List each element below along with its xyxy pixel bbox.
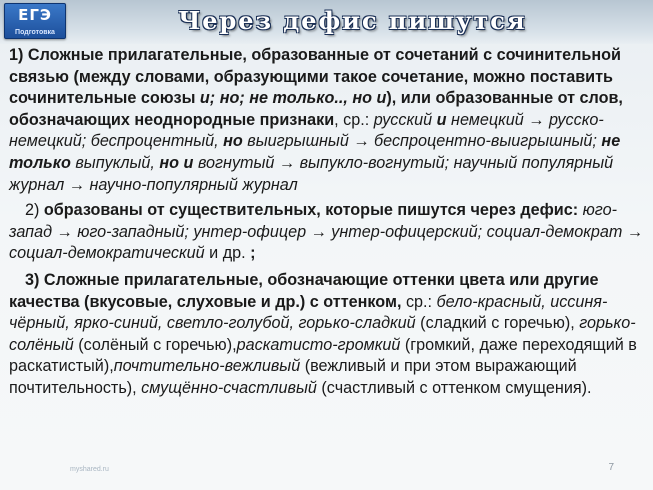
page-number: 7 <box>608 462 614 473</box>
footer-source: myshared.ru <box>70 466 109 473</box>
slide-title: Через дефис пишутся <box>178 6 527 35</box>
rule-2-heading: образованы от существительных, которые пишутся через дефис: <box>43 201 579 220</box>
slide-body <box>9 45 645 400</box>
rule-1-heading: 1) Сложные прилагательные, образованные от сочетаний с сочинительной связью (между словами, образующими такое сочетание, можно поставить сочинительные союзы <box>9 46 621 108</box>
rule-paragraph-1: 1) Сложные прилагательные, образованные от сочетаний с сочинительной связью (между словами, образующими такое сочетание, можно поставить сочинительные союзы и; но; не только.., но и), или образованные от слов, обозначающих неоднородные признаки, ср.: русский и немецкий → русско-немецкий; беспроцентный, но выигрышный → беспроцентно-выигрышный; не только выпуклый, но и вогнутый → выпукло-вогнутый; научный популярный журнал → научно-популярный журнал <box>9 46 623 194</box>
rule-3-heading: 3) Сложные прилагательные, обозначающие оттенки цвета или другие качества (вкусовые, слуховые и др.) с оттенком, <box>9 270 599 311</box>
rule-paragraph-3: 3) Сложные прилагательные, обозначающие оттенки цвета или другие качества (вкусовые, слуховые и др.) с оттенком, ср.: бело-красный, иссиня-чёрный, ярко-синий, светло-голубой, горько-сладкий (сладкий с горечью), горько-солёный (солёный с горечью),раскатисто-громкий (громкий, даже переходящий в раскатистый),почтительно-вежливый (вежливый и при этом выражающий почтительность), смущённо-счастливый (счастливый с оттенком смущения). <box>9 270 637 397</box>
logo-text: ЕГЭ <box>18 6 52 24</box>
rule-paragraph-2: 2) образованы от существительных, которые пишутся через дефис: юго-запад → юго-западный; унтер-офицер → унтер-офицерский; социал-демократ → социал-демократический и др. ; <box>9 201 644 263</box>
ege-logo <box>4 3 66 39</box>
logo-subtext: Подготовка <box>15 29 55 36</box>
